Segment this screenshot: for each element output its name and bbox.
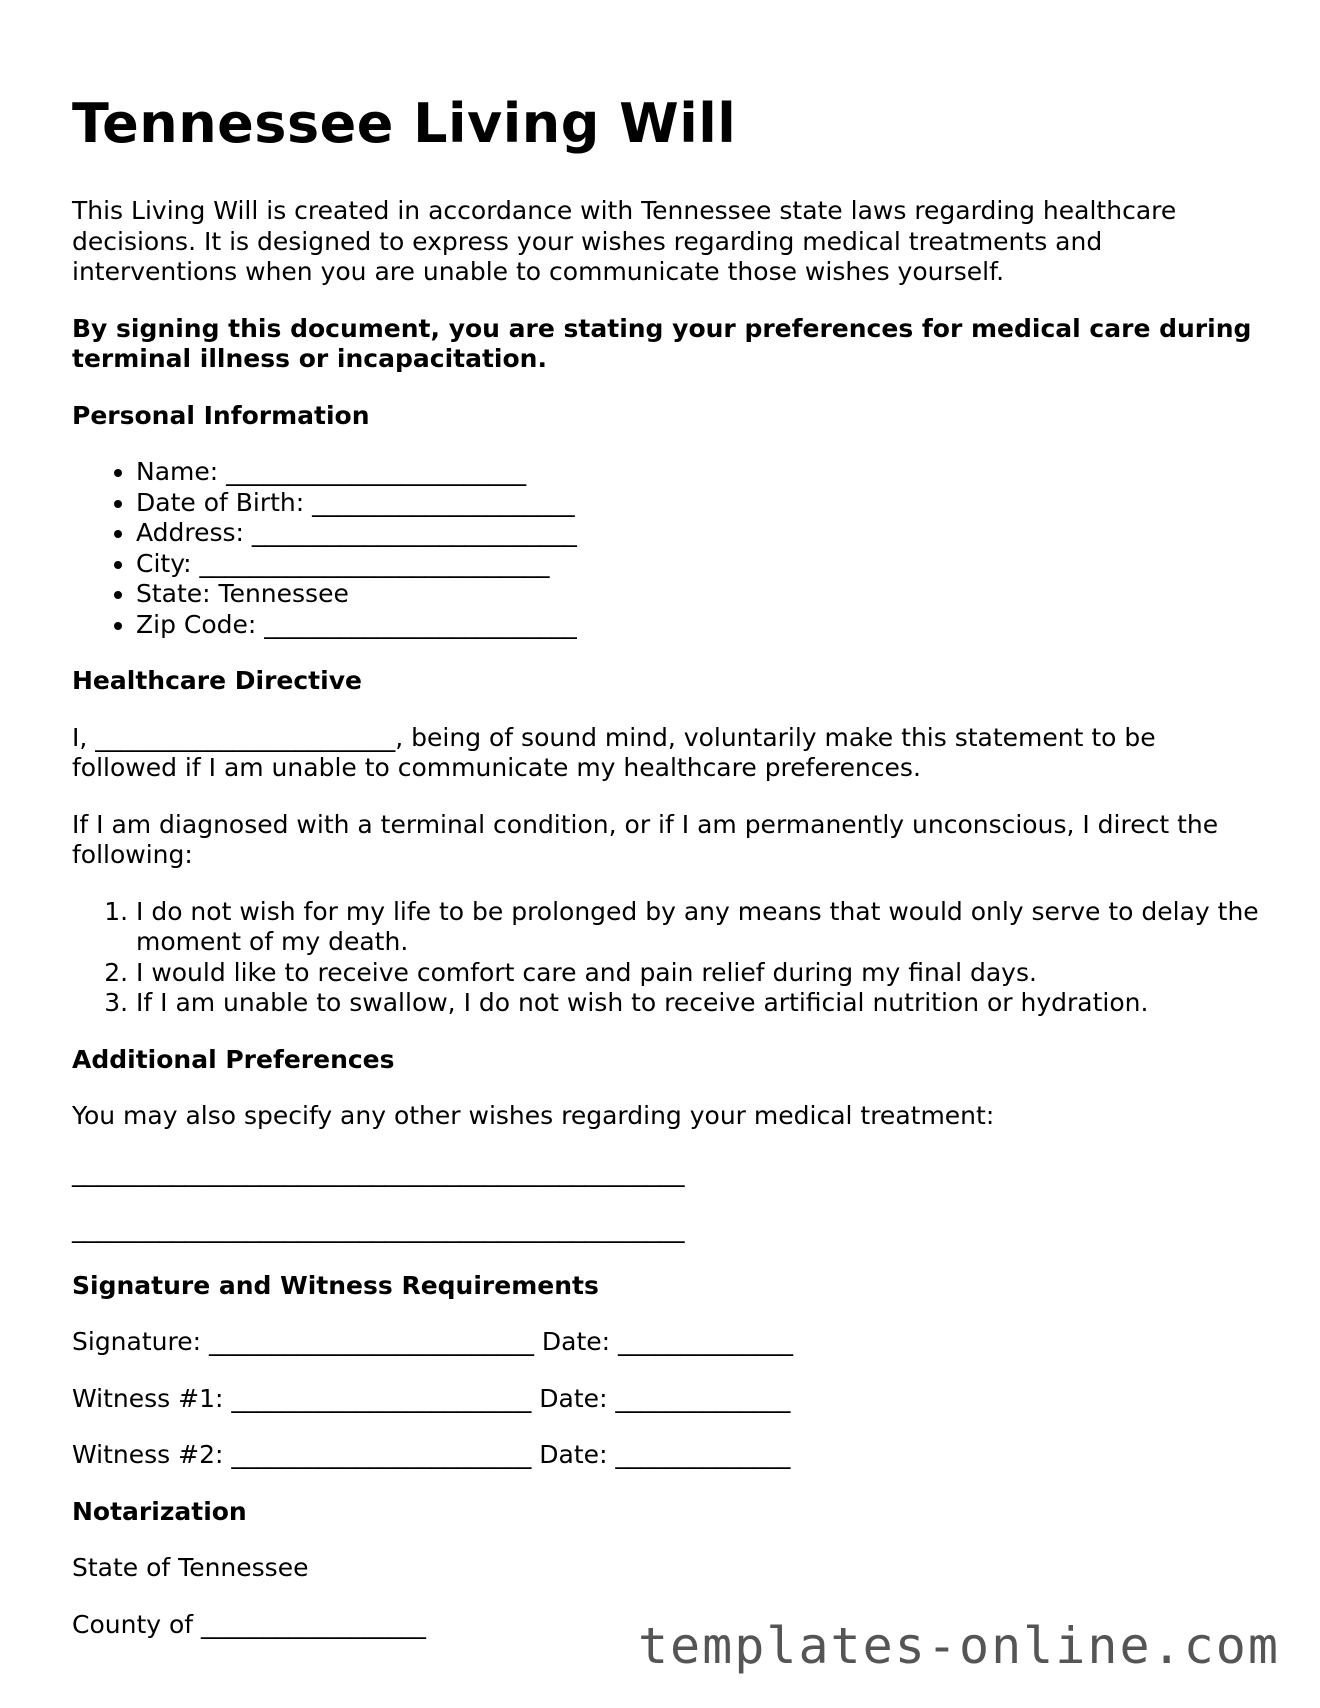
personal-info-list (72, 457, 1262, 640)
document-title: Tennessee Living Will (72, 92, 737, 155)
directive-condition: If I am diagnosed with a terminal condition, or if I am permanently unconscious, I direct the following: (72, 809, 1219, 869)
watermark-text: templates-online.com (637, 1617, 1280, 1675)
date-of-birth-field: • Date of Birth: _____________________ (136, 488, 1262, 519)
intro-paragraph: This Living Will is created in accordance with Tennessee state laws regarding healthcare decisions. It is designed to express your wishes regarding medical treatments and interventions when you are unable to communicate those wishes yourself. (72, 196, 1177, 286)
preferences-line-1: _________________________________________________ (72, 1157, 685, 1187)
directive-item: 1. I do not wish for my life to be prolonged by any means that would only serve to delay the moment of my death. (136, 897, 1262, 958)
directive-list (72, 897, 1262, 1019)
zip-code-field: • Zip Code: _________________________ (136, 610, 1262, 641)
document-page (72, 80, 1262, 1666)
address-field: • Address: __________________________ (136, 518, 1262, 549)
directive-item: 2. I would like to receive comfort care and pain relief during my final days. (136, 958, 1262, 989)
signature-row: Signature: __________________________ Date: ______________ (72, 1327, 794, 1356)
notarization-state: State of Tennessee (72, 1553, 309, 1582)
signature-heading: Signature and Witness Requirements (72, 1270, 599, 1300)
name-field: • Name: ________________________ (136, 457, 1262, 488)
notarization-heading: Notarization (72, 1496, 247, 1526)
witness-2-row: Witness #2: ________________________ Date: ______________ (72, 1440, 791, 1469)
personal-info-heading: Personal Information (72, 400, 370, 430)
city-field: • City: ____________________________ (136, 549, 1262, 580)
directive-item: 3. If I am unable to swallow, I do not wish to receive artificial nutrition or hydration. (136, 988, 1262, 1019)
preferences-line-2: _________________________________________________ (72, 1214, 685, 1243)
notarization-county: County of __________________ (72, 1609, 427, 1639)
directive-statement: I, ________________________, being of sound mind, voluntarily make this statement to be followed if I am unable to communicate my healthcare preferences. (72, 722, 1156, 782)
additional-preferences-prompt: You may also specify any other wishes regarding your medical treatment: (72, 1101, 995, 1130)
witness-1-row: Witness #1: ________________________ Date: ______________ (72, 1383, 791, 1413)
healthcare-directive-heading: Healthcare Directive (72, 666, 362, 695)
signing-statement: By signing this document, you are stating your preferences for medical care during terminal illness or incapacitation. (72, 313, 1252, 373)
state-field: • State: Tennessee (136, 579, 1262, 610)
additional-preferences-heading: Additional Preferences (72, 1044, 395, 1074)
